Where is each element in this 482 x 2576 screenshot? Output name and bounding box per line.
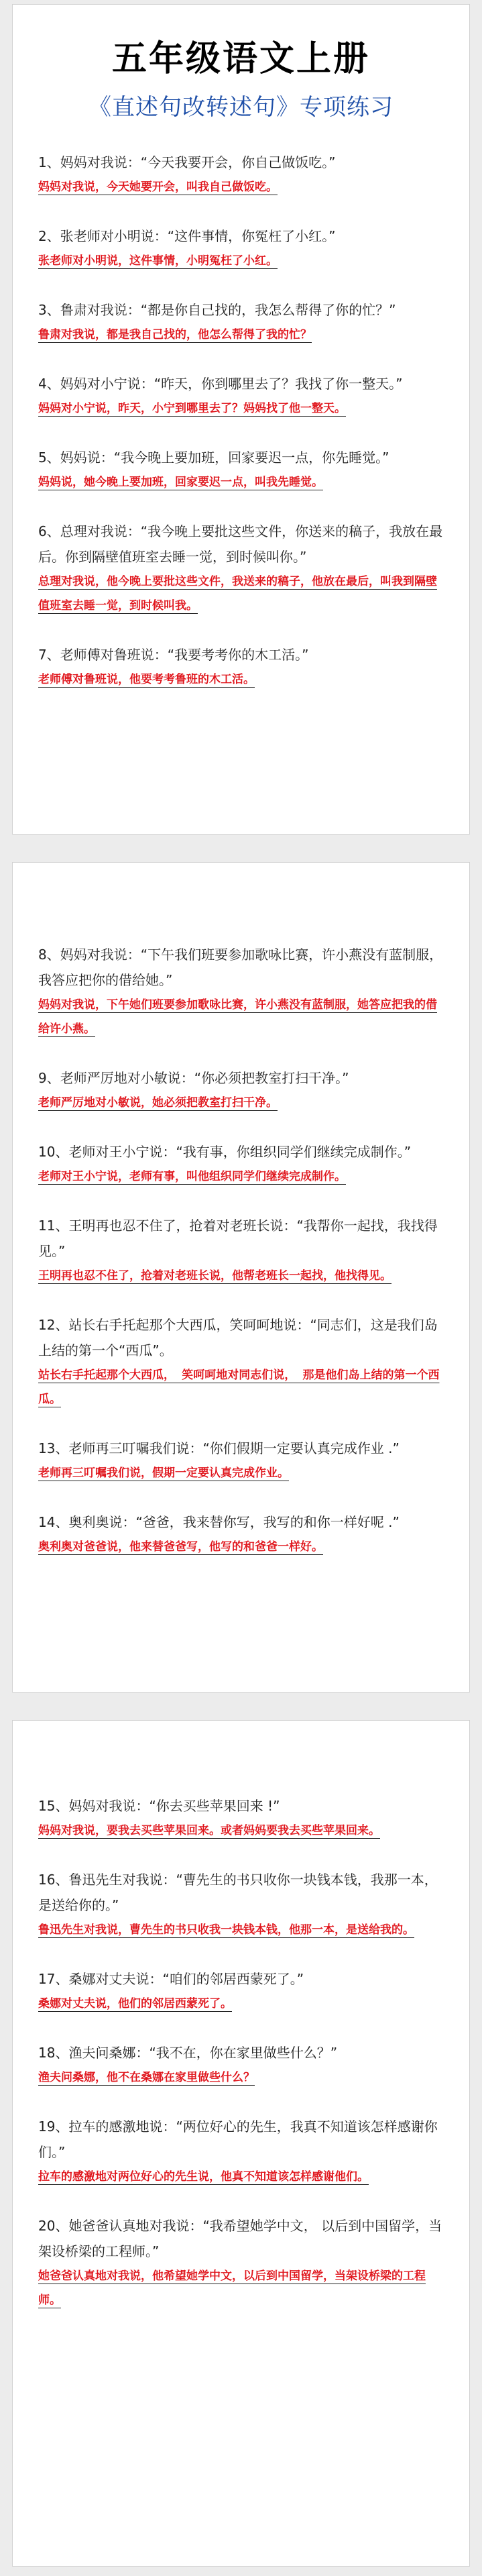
exercise-answer: 拉车的感激地对两位好心的先生说，他真不知道该怎样感谢他们。 — [38, 2170, 369, 2184]
exercise-question: 18、渔夫问桑娜：“我不在，你在家里做些什么？” — [38, 2045, 338, 2061]
exercise-question: 10、老师对王小宁说：“我有事，你组织同学们继续完成制作。” — [38, 1144, 412, 1160]
exercise-answer: 张老师对小明说，这件事情，小明冤枉了小红。 — [38, 254, 278, 268]
exercise-answer: 鲁迅先生对我说，曹先生的书只收我一块钱本钱，他那一本，是送给我的。 — [38, 1923, 414, 1937]
exercise-answer: 桑娜对丈夫说，他们的邻居西蒙死了。 — [38, 1997, 232, 2010]
exercise-item — [38, 297, 446, 347]
exercise-answer: 妈妈对我说，今天她要开会，叫我自己做饭吃。 — [38, 180, 278, 194]
exercise-answer: 妈妈对我说，下午她们班要参加歌咏比赛，许小燕没有蓝制服，她答应把我的借给许小燕。 — [38, 998, 437, 1036]
exercise-item — [38, 942, 446, 1041]
exercise-question: 1、妈妈对我说：“今天我要开会，你自己做饭吃。” — [38, 154, 336, 170]
exercise-question: 4、妈妈对小宁说：“昨天，你到哪里去了？我找了你一整天。” — [38, 376, 403, 392]
exercise-answer: 老师对王小宁说，老师有事，叫他组织同学们继续完成制作。 — [38, 1170, 346, 1183]
exercise-question: 8、妈妈对我说：“下午我们班要参加歌咏比赛，许小燕没有蓝制服，我答应把你的借给她。” — [38, 947, 443, 988]
exercise-item — [38, 223, 446, 273]
exercise-question: 5、妈妈说：“我今晚上要加班，回家要迟一点，你先睡觉。” — [38, 449, 389, 466]
worksheet-page-2 — [12, 862, 470, 1693]
exercise-answer: 妈妈对小宁说，昨天，小宁到哪里去了？妈妈找了他一整天。 — [38, 402, 346, 415]
page-subtitle: 《直述句改转述句》专项练习 — [88, 94, 394, 121]
exercise-list — [13, 942, 469, 1559]
exercise-item — [38, 1312, 446, 1411]
exercise-question: 17、桑娜对丈夫说：“咱们的邻居西蒙死了。” — [38, 1971, 304, 1987]
exercise-item — [38, 2114, 446, 2189]
exercise-answer: 总理对我说，他今晚上要批这些文件，我送来的稿子，他放在最后，叫我到隔壁值班室去睡一觉，到时候叫我。 — [38, 575, 437, 612]
exercise-item — [38, 642, 446, 692]
exercise-item — [38, 519, 446, 618]
exercise-question: 7、老师傅对鲁班说：“我要考考你的木工活。” — [38, 647, 309, 663]
exercise-item — [38, 1436, 446, 1485]
exercise-item — [38, 2040, 446, 2090]
exercise-question: 19、拉车的感激地说：“两位好心的先生，我真不知道该怎样感谢你们。” — [38, 2118, 438, 2160]
page-title: 五年级语文上册 — [111, 38, 370, 79]
exercise-answer: 她爸爸认真地对我说，他希望她学中文，以后到中国留学，当架设桥梁的工程师。 — [38, 2269, 426, 2307]
exercise-item — [38, 445, 446, 494]
exercise-question: 11、王明再也忍不住了，抢着对老班长说：“我帮你一起找，我找得见。” — [38, 1218, 438, 1259]
exercise-item — [38, 150, 446, 199]
exercise-answer: 老师严厉地对小敏说，她必须把教室打扫干净。 — [38, 1096, 278, 1110]
exercise-answer: 老师再三叮嘱我们说，假期一定要认真完成作业。 — [38, 1466, 289, 1480]
exercise-list — [13, 150, 469, 692]
exercise-question: 9、老师严厉地对小敏说：“你必须把教室打扫干净。” — [38, 1070, 349, 1086]
exercise-question: 15、妈妈对我说：“你去买些苹果回来 !” — [38, 1798, 280, 1814]
exercise-question: 12、站长右手托起那个大西瓜，笑呵呵地说：“同志们，这是我们岛上结的第一个“西瓜”。 — [38, 1317, 438, 1358]
exercise-item — [38, 1867, 446, 1942]
exercise-item — [38, 1966, 446, 2016]
exercise-item — [38, 1793, 446, 1843]
exercise-question: 6、总理对我说：“我今晚上要批这些文件，你送来的稿子，我放在最后。你到隔壁值班室去睡一觉，到时候叫你。” — [38, 523, 443, 565]
exercise-item — [38, 1213, 446, 1288]
exercise-answer: 奥利奥对爸爸说，他来替爸爸写，他写的和爸爸一样好。 — [38, 1540, 323, 1554]
exercise-question: 14、奥利奥说：“爸爸，我来替你写，我写的和你一样好呢 .” — [38, 1514, 400, 1530]
exercise-item — [38, 1065, 446, 1115]
exercise-item — [38, 371, 446, 421]
exercise-answer: 渔夫问桑娜，他不在桑娜在家里做些什么？ — [38, 2071, 255, 2084]
exercise-item — [38, 1139, 446, 1189]
worksheet-page-1 — [12, 4, 470, 835]
worksheet-page-3 — [12, 1720, 470, 2567]
exercise-list — [13, 1793, 469, 2312]
exercise-question: 2、张老师对小明说：“这件事情，你冤枉了小红。” — [38, 228, 336, 244]
exercise-answer: 妈妈说，她今晚上要加班，回家要迟一点，叫我先睡觉。 — [38, 476, 323, 489]
exercise-question: 20、她爸爸认真地对我说：“我希望她学中文， 以后到中国留学，当架设桥梁的工程师。” — [38, 2218, 442, 2259]
exercise-item — [38, 1509, 446, 1559]
exercise-answer: 老师傅对鲁班说，他要考考鲁班的木工活。 — [38, 673, 255, 686]
exercise-item — [38, 2213, 446, 2312]
exercise-answer: 王明再也忍不住了，抢着对老班长说，他帮老班长一起找，他找得见。 — [38, 1269, 391, 1283]
exercise-question: 16、鲁迅先生对我说：“曹先生的书只收你一块钱本钱，我那一本，是送给你的。” — [38, 1872, 438, 1913]
exercise-answer: 鲁肃对我说，都是我自己找的，他怎么帮得了我的忙？ — [38, 328, 312, 341]
exercise-answer: 站长右手托起那个大西瓜， 笑呵呵地对同志们说， 那是他们岛上结的第一个西瓜。 — [38, 1368, 440, 1406]
exercise-question: 3、鲁肃对我说：“都是你自己找的，我怎么帮得了你的忙？” — [38, 302, 396, 318]
exercise-answer: 妈妈对我说，要我去买些苹果回来。或者妈妈要我去买些苹果回来。 — [38, 1824, 380, 1837]
exercise-question: 13、老师再三叮嘱我们说：“你们假期一定要认真完成作业 .” — [38, 1440, 400, 1456]
